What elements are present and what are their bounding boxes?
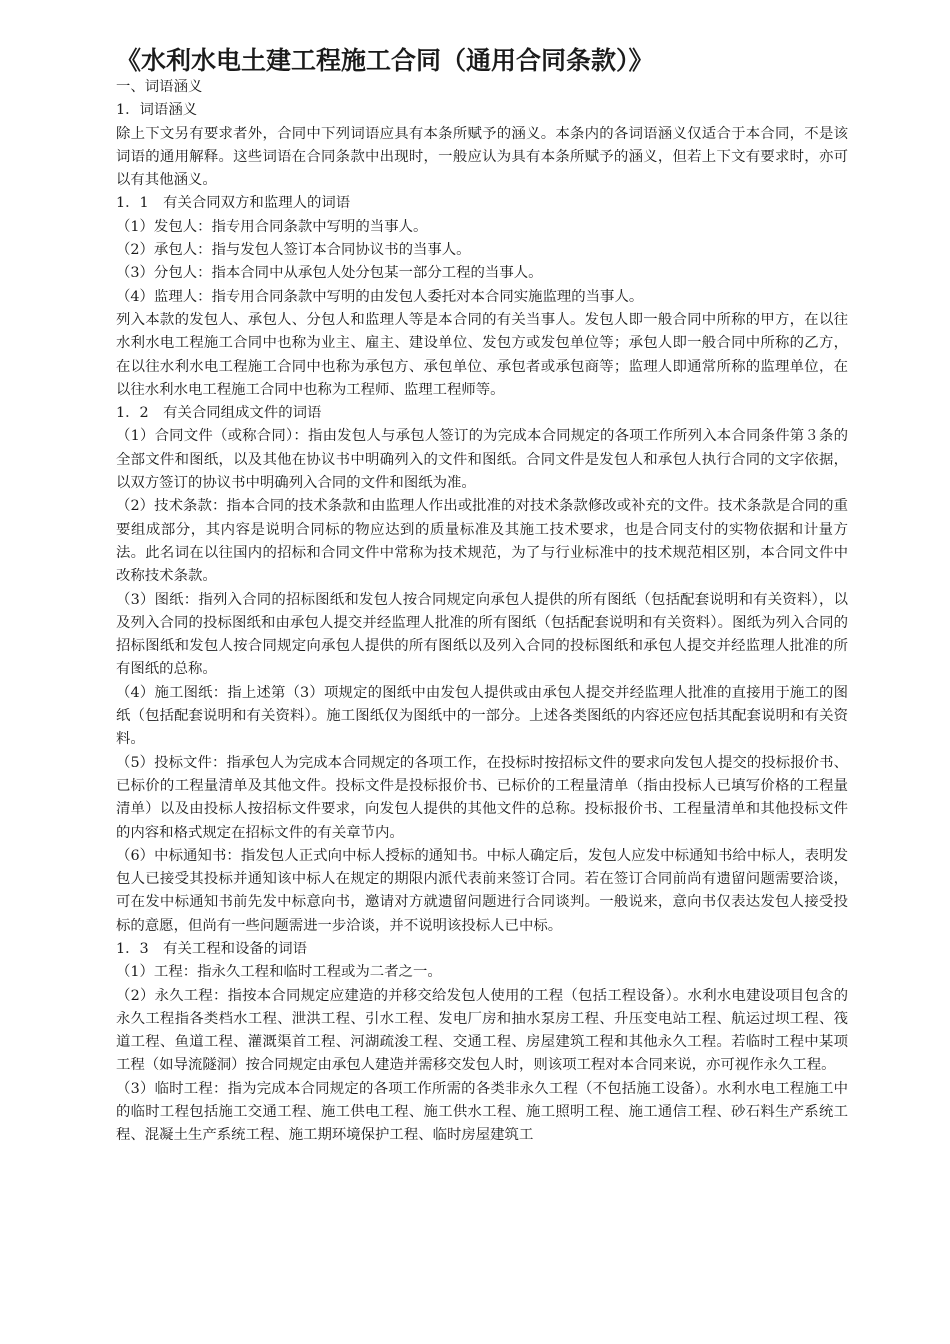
definition-item: （6）中标通知书：指发包人正式向中标人授标的通知书。中标人确定后，发包人应发中标通知书给中标人，表明发包人已接受其投标并通知该中标人在规定的期限内派代表前来签订合同。若在签订合同前尚有遗留问题需要洽谈，可在发中标通知书前先发中标意向书，邀请对方就遗留问题进行合同谈判。一般说来，意向书仅表达发包人接受投标的意愿，但尚有一些问题需进一步洽谈，并不说明该投标人已中标。 bbox=[116, 847, 848, 934]
definition-item: （3）临时工程：指为完成本合同规定的各项工作所需的各类非永久工程（不包括施工设备）。水利水电工程施工中的临时工程包括施工交通工程、施工供电工程、施工供水工程、施工照明工程、施工通信工程、砂石料生产系统工程、混凝土生产系统工程、施工期环境保护工程、临时房屋建筑工 bbox=[116, 1080, 848, 1144]
paragraph: 列入本款的发包人、承包人、分包人和监理人等是本合同的有关当事人。发包人即一般合同中所称的甲方，在以往水利水电工程施工合同中也称为业主、雇主、建设单位、发包方或发包单位等；承包人即一般合同中所称的乙方，在以往水利水电工程施工合同中也称为承包方、承包单位、承包者或承包商等；监理人即通常所称的监理单位，在以往水利水电工程施工合同中也称为工程师、监理工程师等。 bbox=[116, 311, 848, 398]
definition-item: （1）发包人：指专用合同条款中写明的当事人。 bbox=[116, 218, 428, 235]
document-body bbox=[116, 76, 848, 1148]
paragraph: 除上下文另有要求者外，合同中下列词语应具有本条所赋予的涵义。本条内的各词语涵义仅适合于本合同，不是该词语的通用解释。这些词语在合同条款中出现时，一般应认为具有本条所赋予的涵义，但若上下文有要求时，亦可以有其他涵义。 bbox=[116, 125, 848, 189]
definition-item: （2）技术条款：指本合同的技术条款和由监理人作出或批准的对技术条款修改或补充的文件。技术条款是合同的重要组成部分，其内容是说明合同标的物应达到的质量标准及其施工技术要求，也是合同支付的实物依据和计量方法。此名词在以往国内的招标和合同文件中常称为技术规范，为了与行业标准中的技术规范相区别，本合同文件中改称技术条款。 bbox=[116, 498, 848, 585]
definition-item: （4）施工图纸：指上述第（3）项规定的图纸中由发包人提供或由承包人提交并经监理人批准的直接用于施工的图纸（包括配套说明和有关资料）。施工图纸仅为图纸中的一部分。上述各类图纸的内容还应包括其配套说明和有关资料。 bbox=[116, 684, 848, 748]
section-heading: 一、词语涵义 bbox=[116, 79, 203, 95]
subclause-heading: 1．3 有关工程和设备的词语 bbox=[116, 940, 307, 957]
definition-item: （4）监理人：指专用合同条款中写明的由发包人委托对本合同实施监理的当事人。 bbox=[116, 288, 644, 305]
subclause-heading: 1．2 有关合同组成文件的词语 bbox=[116, 405, 322, 422]
document-title: 《水利水电土建工程施工合同（通用合同条款）》 bbox=[116, 46, 654, 75]
definition-item: （5）投标文件：指承包人为完成本合同规定的各项工作，在投标时按招标文件的要求向发包人提交的投标报价书、已标价的工程量清单及其他文件。投标文件是投标报价书、已标价的工程量清单（指由投标人已填写价格的工程量清单）以及由投标人按招标文件要求，向发包人提供的其他文件的总称。投标报价书、工程量清单和其他投标文件的内容和格式规定在招标文件的有关章节内。 bbox=[116, 754, 848, 841]
definition-item: （2）承包人：指与发包人签订本合同协议书的当事人。 bbox=[116, 242, 471, 259]
definition-item: （2）永久工程：指按本合同规定应建造的并移交给发包人使用的工程（包括工程设备）。水利水电建设项目包含的永久工程指各类档水工程、泄洪工程、引水工程、发电厂房和抽水泵房工程、升压变电站工程、航运过坝工程、筏道工程、鱼道工程、灌溉渠首工程、河湖疏浚工程、交通工程、房屋建筑工程和其他永久工程。若临时工程中某项工程（如导流隧洞）按合同规定由承包人建造并需移交发包人时，则该项工程对本合同来说，亦可视作永久工程。 bbox=[116, 987, 848, 1074]
definition-item: （1）工程：指永久工程和临时工程或为二者之一。 bbox=[116, 964, 442, 981]
definition-item: （1）合同文件（或称合同）：指由发包人与承包人签订的为完成本合同规定的各项工作所列入本合同条件第３条的全部文件和图纸，以及其他在协议书中明确列入的文件和图纸。合同文件是发包人和承包人执行合同的文字依据，以双方签订的协议书中明确列入合同的文件和图纸为准。 bbox=[116, 428, 848, 492]
subclause-heading: 1．1 有关合同双方和监理人的词语 bbox=[116, 195, 351, 212]
definition-item: （3）图纸：指列入合同的招标图纸和发包人按合同规定向承包人提供的所有图纸（包括配套说明和有关资料），以及列入合同的投标图纸和由承包人提交并经监理人批准的所有图纸（包括配套说明和有关资料）。图纸为列入合同的招标图纸和发包人按合同规定向承包人提供的所有图纸以及列入合同的投标图纸和承包人提交并经监理人批准的所有图纸的总称。 bbox=[116, 591, 848, 678]
definition-item: （3）分包人：指本合同中从承包人处分包某一部分工程的当事人。 bbox=[116, 265, 543, 282]
clause-heading: 1．词语涵义 bbox=[116, 102, 198, 119]
